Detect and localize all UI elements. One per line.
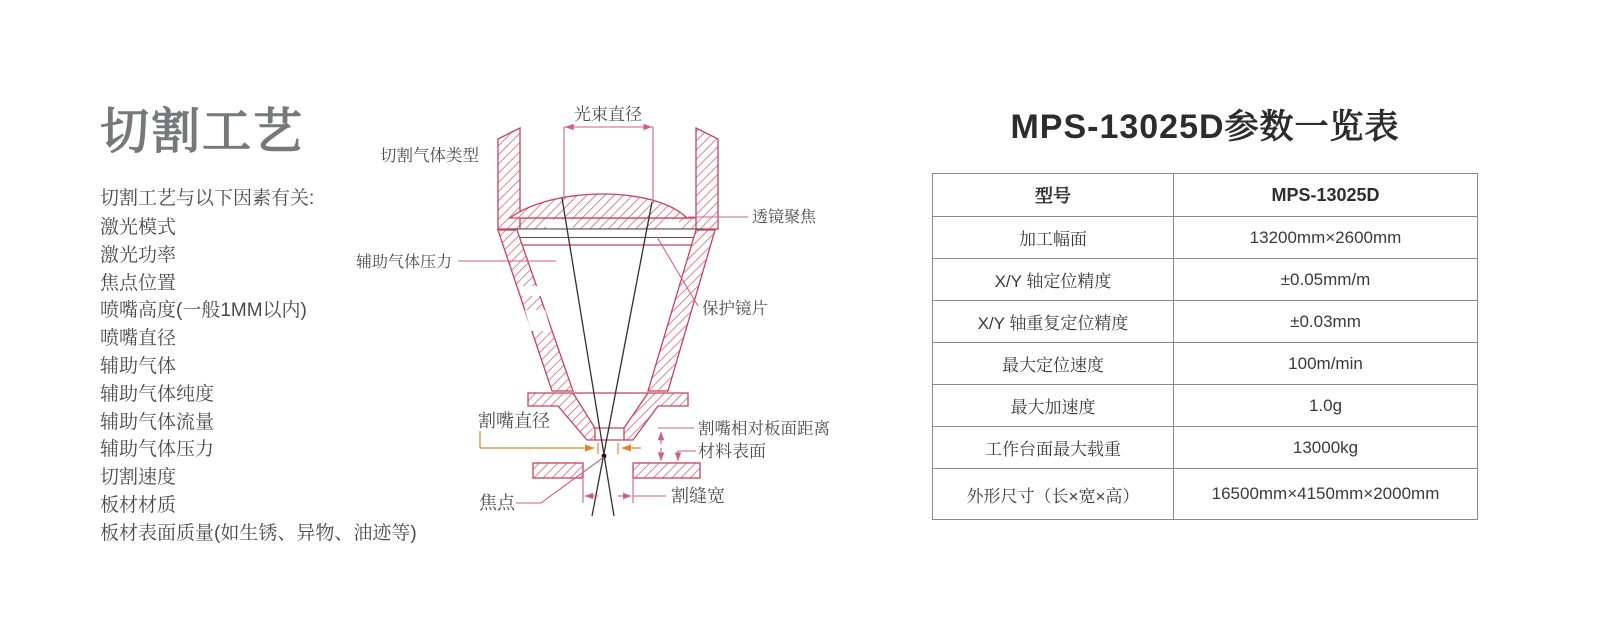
factor-item: 辅助气体 (100, 355, 177, 377)
table-row (933, 385, 1478, 427)
seat-notch-right (663, 220, 679, 229)
page-title: 切割工艺 (100, 105, 305, 159)
kerf-width-label: 割缝宽 (671, 486, 725, 506)
spec-label: 工作台面最大载重 (933, 427, 1174, 469)
beam-diameter-label: 光束直径 (574, 105, 642, 124)
protective-lens-plate (511, 229, 703, 238)
table-row (933, 174, 1478, 217)
material-plate-left (533, 463, 583, 478)
spec-value: 13200mm×2600mm (1174, 217, 1478, 259)
focus-point-label: 焦点 (479, 493, 515, 513)
factor-item: 激光模式 (100, 217, 177, 238)
table-row (933, 217, 1478, 259)
factor-item: 板材材质 (100, 494, 177, 516)
cone-notch-1 (518, 286, 541, 296)
lens-focus-label: 透镜聚焦 (752, 209, 817, 226)
material-surface-leader (678, 451, 696, 453)
spec-value: ±0.03mm (1174, 301, 1478, 343)
spec-value: 16500mm×4150mm×2000mm (1174, 469, 1478, 520)
material-surface-label: 材料表面 (698, 442, 766, 461)
spec-table (932, 173, 1478, 520)
table-row (933, 301, 1478, 343)
factor-item: 辅助气体纯度 (100, 383, 215, 405)
lens-dome (510, 194, 687, 218)
laser-head-diagram (350, 98, 840, 528)
nozzle-diameter-label: 割嘴直径 (478, 411, 550, 431)
protective-lens-label: 保护镜片 (702, 300, 768, 318)
spec-label: 型号 (933, 174, 1174, 217)
factor-item: 辅助气体流量 (100, 411, 215, 433)
spec-value: MPS-13025D (1174, 174, 1478, 217)
table-row (933, 259, 1478, 301)
spec-label: X/Y 轴定位精度 (933, 259, 1174, 301)
material-plate-right (633, 463, 700, 478)
factor-item: 激光功率 (100, 244, 177, 266)
factor-item: 切割速度 (100, 467, 177, 489)
spec-table-title: MPS-13025D参数一览表 (1010, 108, 1400, 146)
factor-item: 焦点位置 (100, 272, 177, 294)
cone-notch-2 (525, 310, 551, 331)
factor-item: 板材表面质量(如生锈、异物、油迹等) (100, 522, 417, 544)
spec-label: 最大定位速度 (933, 343, 1174, 385)
nozzle-to-plate-label: 割嘴相对板面距离 (698, 420, 830, 438)
spec-label: X/Y 轴重复定位精度 (933, 301, 1174, 343)
table-row (933, 427, 1478, 469)
assist-gas-pressure-label: 辅助气体压力 (356, 254, 453, 271)
table-row (933, 469, 1478, 520)
spec-value: ±0.05mm/m (1174, 259, 1478, 301)
spec-value: 13000kg (1174, 427, 1478, 469)
lens-seat (499, 218, 717, 229)
upper-wall-right (696, 128, 718, 229)
factor-item: 辅助气体压力 (100, 439, 215, 461)
spec-value: 100m/min (1174, 343, 1478, 385)
seat-notch-left (546, 220, 573, 229)
spec-label: 最大加速度 (933, 385, 1174, 427)
spec-label: 外形尺寸（长×宽×高） (933, 469, 1174, 520)
factors-intro: 切割工艺与以下因素有关: (100, 188, 315, 209)
table-row (933, 343, 1478, 385)
cutting-gas-type-label: 切割气体类型 (380, 147, 479, 165)
spec-label: 加工幅面 (933, 217, 1174, 259)
factor-item: 喷嘴直径 (100, 328, 177, 350)
factor-item: 喷嘴高度(一般1MM以内) (100, 300, 307, 322)
spec-value: 1.0g (1174, 385, 1478, 427)
